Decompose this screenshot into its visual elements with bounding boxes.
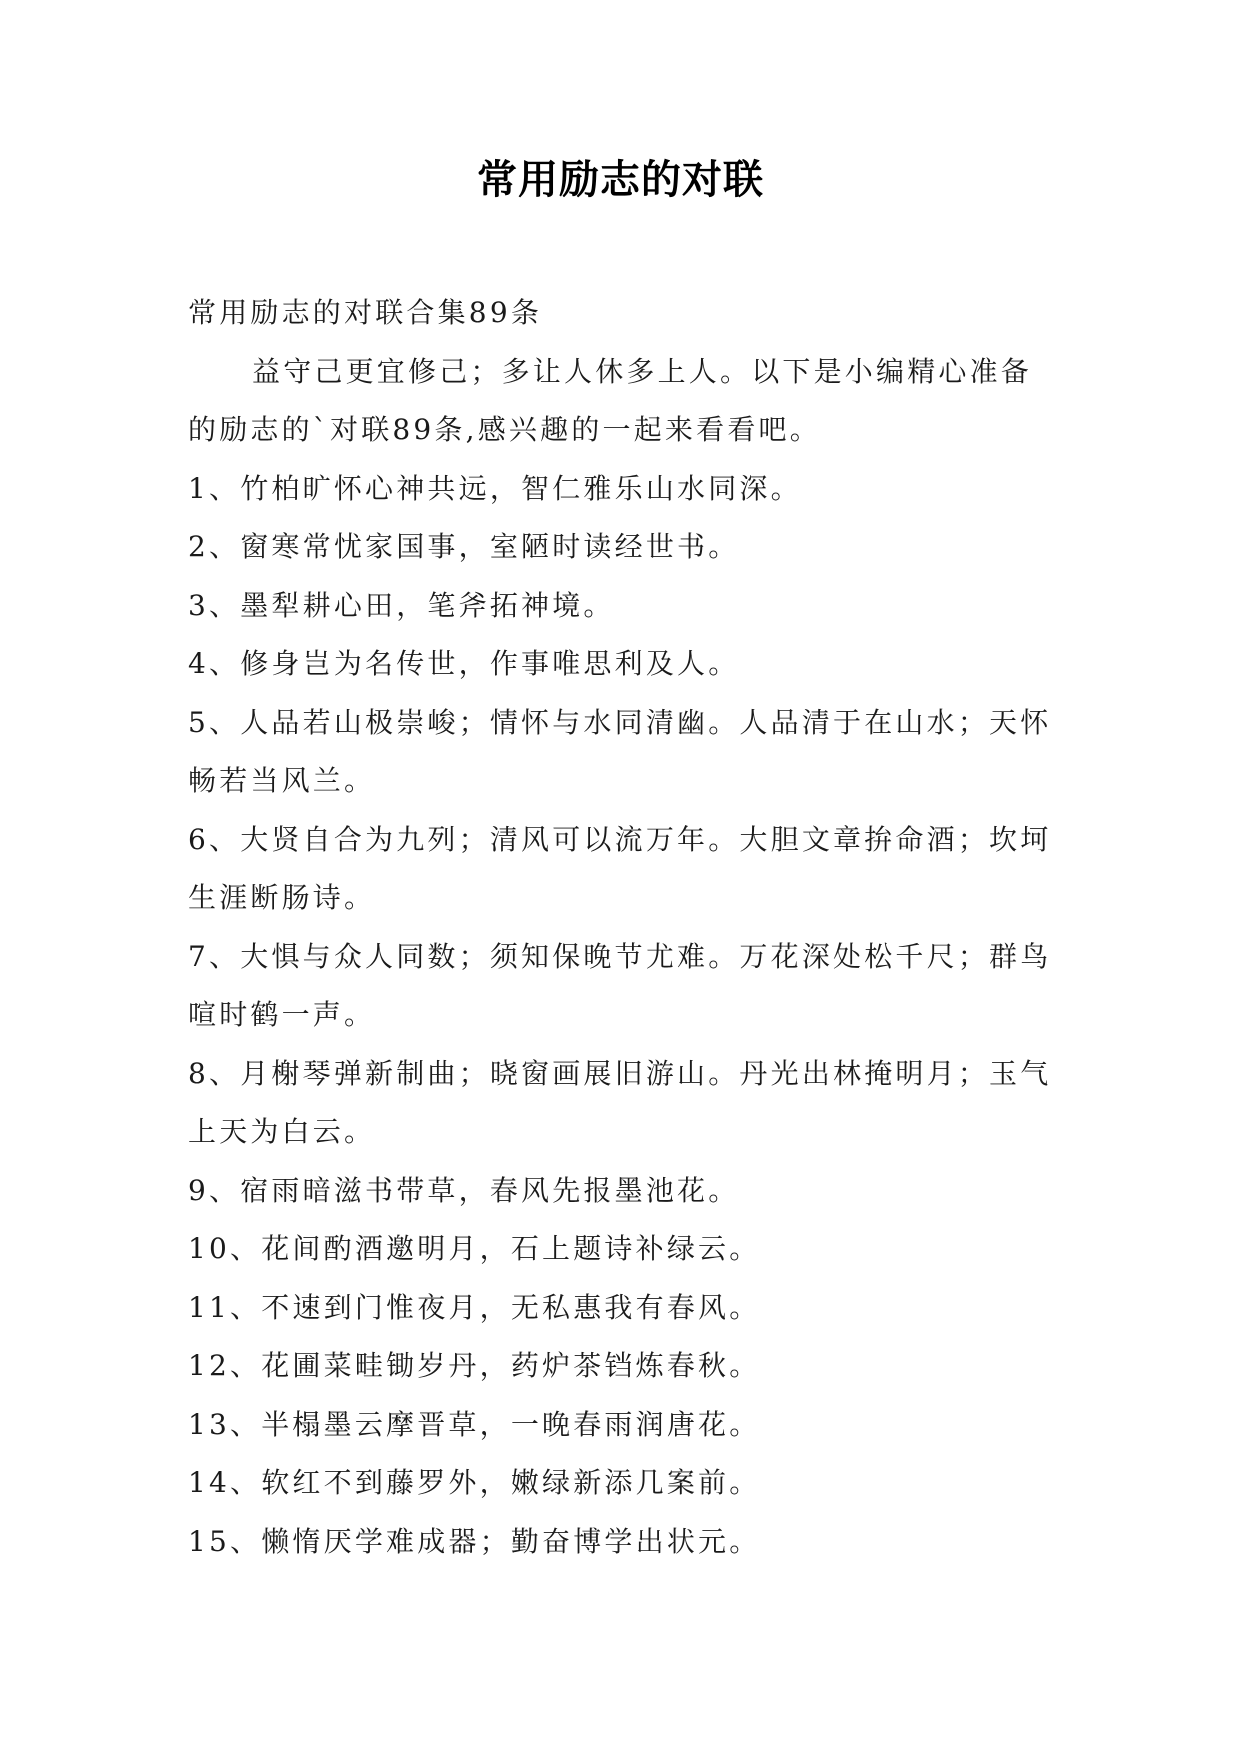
document-body [188, 284, 1056, 1571]
couplet-item-12: 12、花圃菜畦锄岁丹，药炉茶铛炼春秋。 [188, 1349, 761, 1382]
intro-paragraph: 益守己更宜修己；多让人休多上人。以下是小编精心准备的励志的`对联89条,感兴趣的一起来看看吧。 [188, 354, 1033, 446]
couplet-item-11: 11、不速到门惟夜月，无私惠我有春风。 [188, 1290, 761, 1324]
document-title: 常用励志的对联 [477, 157, 764, 203]
couplet-item-7: 7、大惧与众人同数；须知保晚节尤难。万花深处松千尺；群鸟喧时鹤一声。 [188, 939, 1052, 1031]
couplet-item-5: 5、人品若山极崇峻；情怀与水同清幽。人品清于在山水；天怀畅若当风兰。 [188, 705, 1052, 797]
couplet-item-4: 4、修身岂为名传世，作事唯思利及人。 [188, 647, 740, 680]
couplet-item-13: 13、半榻墨云摩晋草，一晚春雨润唐花。 [188, 1407, 761, 1441]
couplet-item-9: 9、宿雨暗滋书带草，春风先报墨池花。 [188, 1173, 740, 1207]
couplet-item-10: 10、花间酌酒邀明月，石上题诗补绿云。 [188, 1232, 761, 1265]
subtitle: 常用励志的对联合集89条 [188, 296, 543, 329]
couplet-item-6: 6、大贤自合为九列；清风可以流万年。大胆文章拚命酒；坎坷生涯断肠诗。 [188, 822, 1052, 914]
couplet-item-14: 14、软红不到藤罗外，嫩绿新添几案前。 [188, 1466, 761, 1499]
couplet-item-2: 2、窗寒常忧家国事，室陋时读经世书。 [188, 530, 740, 563]
couplet-item-8: 8、月榭琴弹新制曲；晓窗画展旧游山。丹光出林掩明月；玉气上天为白云。 [188, 1056, 1052, 1148]
couplet-item-1: 1、竹柏旷怀心神共远，智仁雅乐山水同深。 [188, 471, 802, 505]
couplet-item-3: 3、墨犁耕心田，笔斧拓神境。 [188, 588, 615, 622]
couplet-item-15: 15、懒惰厌学难成器；勤奋博学出状元。 [188, 1524, 761, 1558]
